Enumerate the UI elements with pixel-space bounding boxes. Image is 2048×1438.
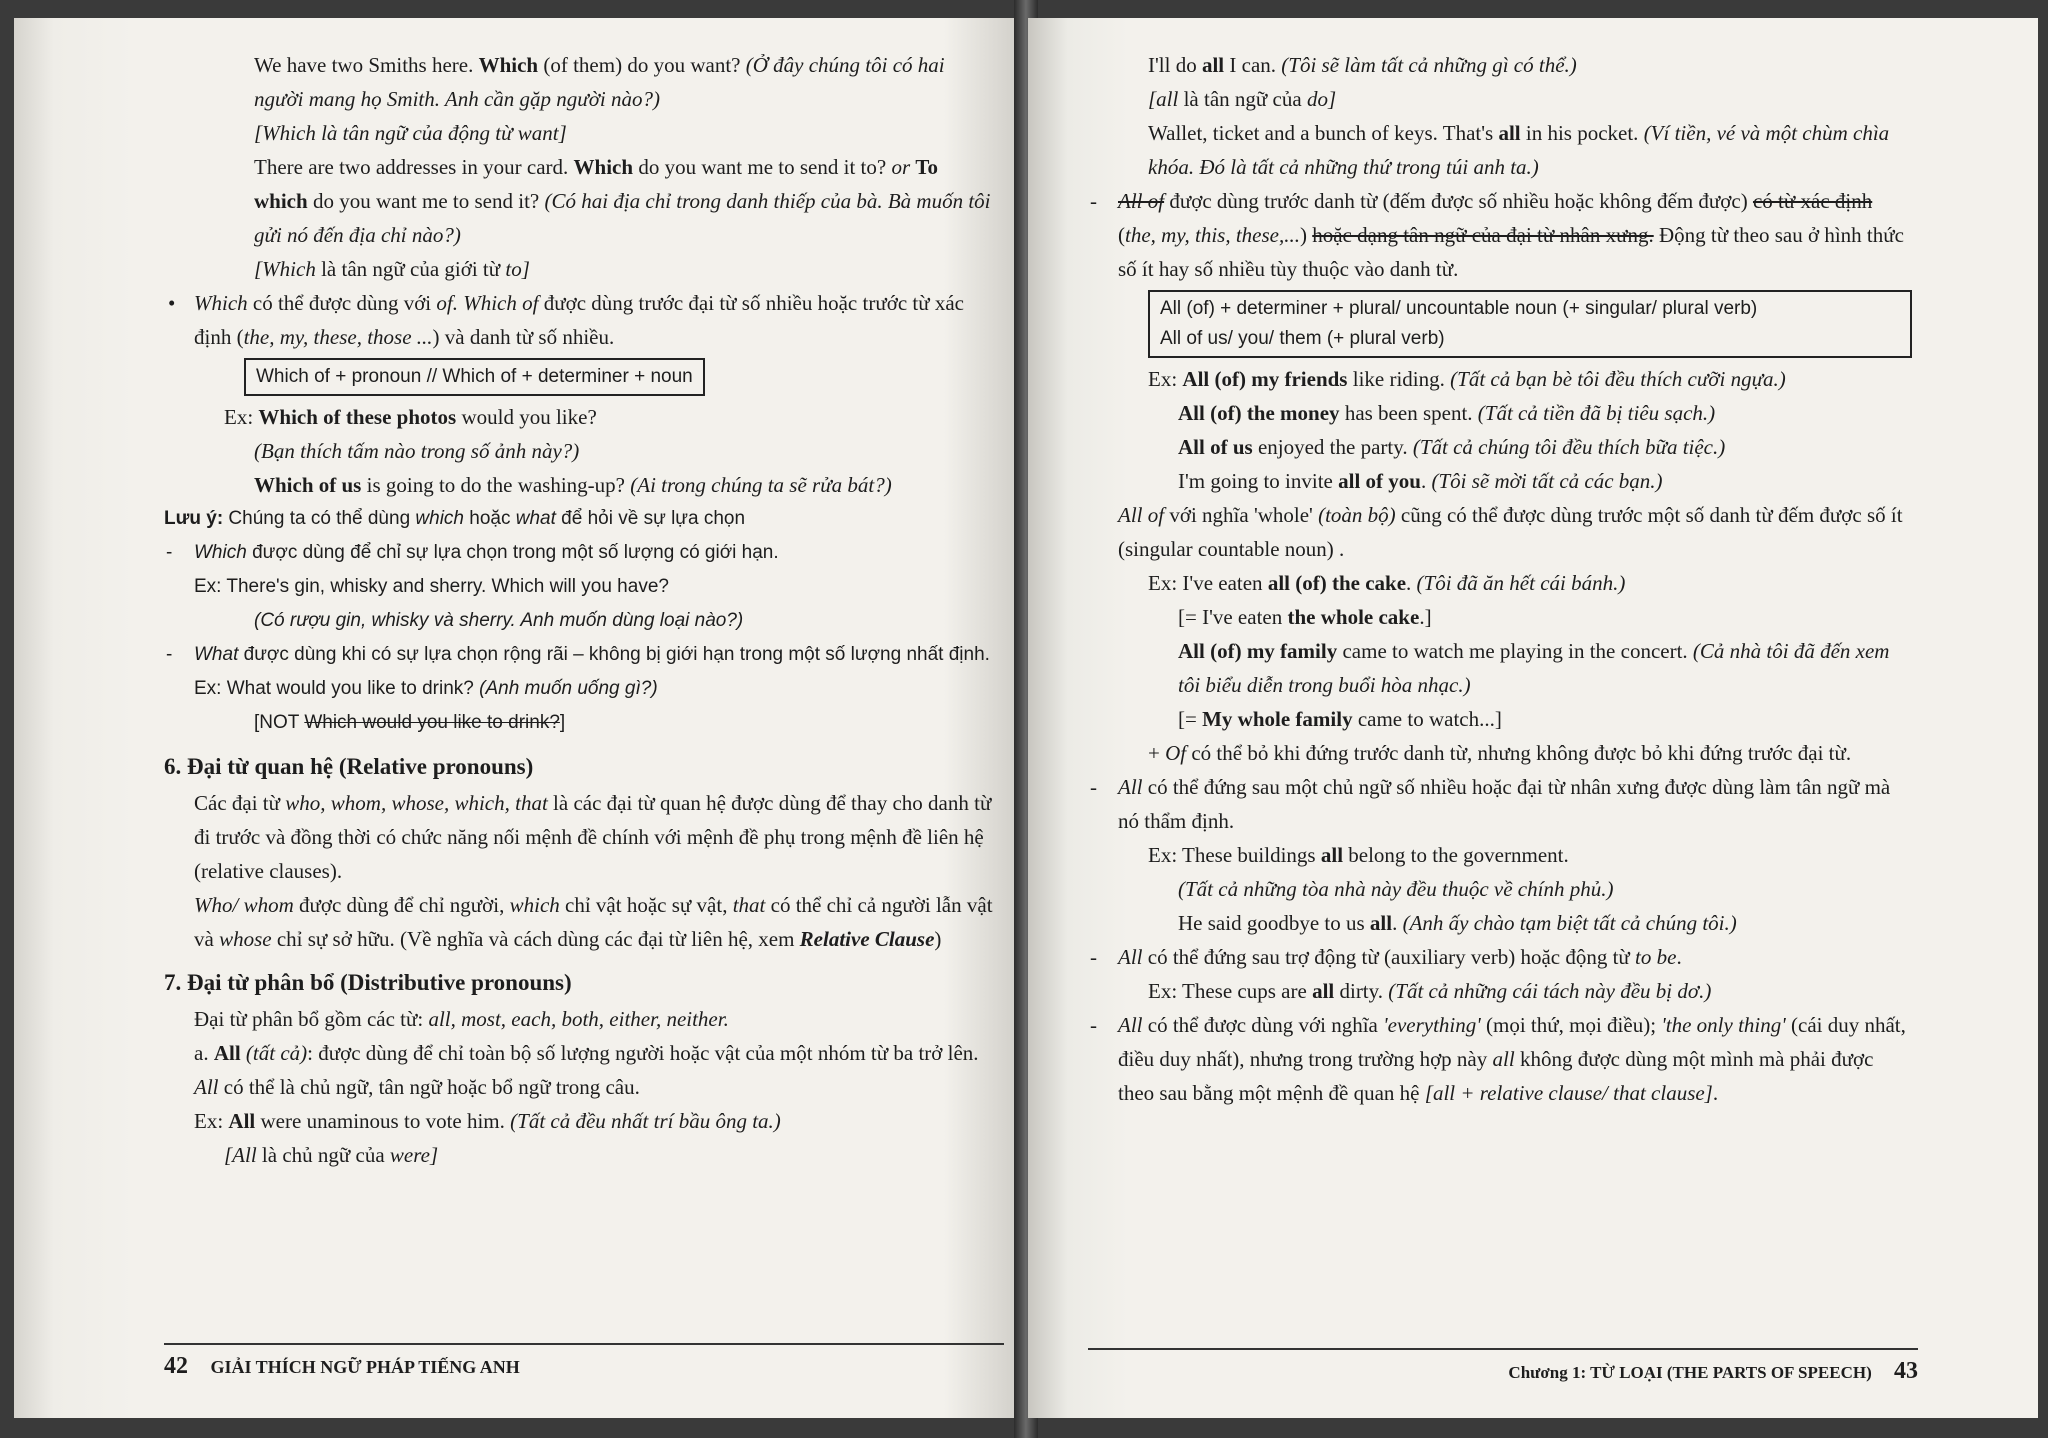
text-line: There are two addresses in your card. Which do you want me to send it to? or To which do you want me to send it? (Có hai địa chỉ trong danh thiếp của bà. Bà muốn tôi gửi nó đến địa chỉ nào?): [254, 155, 991, 247]
left-footer: [164, 1343, 1004, 1380]
text-line: All of với nghĩa 'whole' (toàn bộ) cũng có thể được dùng trước một số danh từ đếm được số ít (singular countable noun) .: [1118, 503, 1903, 561]
left-page-number: 42: [164, 1353, 188, 1379]
text-line: Lưu ý: Chúng ta có thể dùng which hoặc what để hỏi về sự lựa chọn: [164, 508, 746, 529]
text-line: [= I've eaten the whole cake.]: [1178, 605, 1432, 629]
text-line: [Which là tân ngữ của động từ want]: [254, 121, 567, 145]
text-line: (Bạn thích tấm nào trong số ảnh này?): [254, 439, 580, 463]
text-line: - Which được dùng để chỉ sự lựa chọn trong một số lượng có giới hạn.: [164, 536, 994, 570]
text-line: - All of được dùng trước danh từ (đếm được số nhiều hoặc không đếm được) có từ xác định (the, my, this, these,...) hoặc dạng tân ngữ của đại từ nhân xưng. Động từ theo sau ở hình thức số ít hay số nhiều tùy thuộc vào danh từ.: [1118, 184, 1908, 286]
all-of-formula-box: [1148, 290, 1912, 358]
text-line: • Which có thể được dùng với of. Which of được dùng trước đại từ số nhiều hoặc trước từ xác định (the, my, these, those ...) và danh từ số nhiều.: [164, 286, 994, 354]
left-lines-1: [164, 48, 994, 354]
text-line: Ex: There's gin, whisky and sherry. Which will you have?: [194, 576, 669, 597]
text-line: Ex: These cups are all dirty. (Tất cả những cái tách này đều bị dơ.): [1148, 979, 1712, 1003]
right-page: [1028, 18, 2038, 1418]
text-line: Ex: All were unaminous to vote him. (Tất cả đều nhất trí bầu ông ta.): [194, 1109, 781, 1133]
text-line: [= My whole family came to watch...]: [1178, 707, 1502, 731]
text-line: We have two Smiths here. Which (of them) do you want? (Ở đây chúng tôi có hai người mang họ Smith. Anh cần gặp người nào?): [254, 53, 945, 111]
left-lines-4: [164, 1002, 994, 1172]
text-line: I'm going to invite all of you. (Tôi sẽ mời tất cả các bạn.): [1178, 469, 1663, 493]
all-of-formula-line-2: All of us/ you/ them (+ plural verb): [1160, 328, 1445, 349]
text-line: [all là tân ngữ của do]: [1148, 87, 1337, 111]
text-line: Ex: All (of) my friends like riding. (Tất cả bạn bè tôi đều thích cưỡi ngựa.): [1148, 367, 1786, 391]
text-line: Ex: These buildings all belong to the government.: [1148, 843, 1569, 867]
which-of-formula-box: Which of + pronoun // Which of + determiner + noun: [244, 358, 705, 396]
text-line: - All có thể đứng sau một chủ ngữ số nhiều hoặc đại từ nhân xưng được dùng làm tân ngữ mà nó thẩm định.: [1118, 770, 1908, 838]
text-line: Wallet, ticket and a bunch of keys. That's all in his pocket. (Ví tiền, vé và một chùm chìa khóa. Đó là tất cả những thứ trong túi anh ta.): [1148, 121, 1890, 179]
text-line: [NOT Which would you like to drink?]: [254, 712, 566, 733]
text-line: Which of us is going to do the washing-up? (Ai trong chúng ta sẽ rửa bát?): [254, 473, 892, 497]
text-line: (Có rượu gin, whisky và sherry. Anh muốn dùng loại nào?): [254, 610, 744, 631]
text-line: Ex: What would you like to drink? (Anh muốn uống gì?): [194, 678, 658, 699]
text-line: + Of có thể bỏ khi đứng trước danh từ, nhưng không được bỏ khi đứng trước đại từ.: [1148, 741, 1852, 765]
text-line: (Tất cả những tòa nhà này đều thuộc về chính phủ.): [1178, 877, 1614, 901]
text-line: Ex: Which of these photos would you like?: [224, 405, 597, 429]
text-line: All (of) my family came to watch me playing in the concert. (Cả nhà tôi đã đến xem tôi biểu diễn trong buổi hòa nhạc.): [1178, 639, 1890, 697]
heading-relative-pronouns: 6. Đại từ quan hệ (Relative pronouns): [164, 754, 534, 779]
all-of-formula-line-1: All (of) + determiner + plural/ uncountable noun (+ singular/ plural verb): [1160, 298, 1758, 319]
right-footer-title: Chương 1: TỪ LOẠI (THE PARTS OF SPEECH): [1508, 1363, 1872, 1382]
text-line: - All có thể đứng sau trợ động từ (auxiliary verb) hoặc động từ to be.: [1118, 940, 1908, 974]
left-lines-2: [164, 400, 994, 740]
left-footer-title: GIẢI THÍCH NGỮ PHÁP TIẾNG ANH: [210, 1357, 520, 1377]
right-lines-1: [1088, 48, 1908, 286]
text-line: All (of) the money has been spent. (Tất cả tiền đã bị tiêu sạch.): [1178, 401, 1716, 425]
text-line: He said goodbye to us all. (Anh ấy chào tạm biệt tất cả chúng tôi.): [1178, 911, 1737, 935]
text-line: Các đại từ who, whom, whose, which, that là các đại từ quan hệ được dùng để thay cho danh từ đi trước và đồng thời có chức năng nối mệnh đề chính với mệnh đề phụ trong mệnh đề liên hệ (relative clauses).: [194, 791, 992, 883]
text-line: Who/ whom được dùng để chỉ người, which chỉ vật hoặc sự vật, that có thể chỉ cả người lẫn vật và whose chỉ sự sở hữu. (Về nghĩa và cách dùng các đại từ liên hệ, xem Relative Clause): [194, 893, 993, 951]
text-line: I'll do all I can. (Tôi sẽ làm tất cả những gì có thể.): [1148, 53, 1577, 77]
left-lines-3: [164, 786, 994, 956]
text-line: Đại từ phân bổ gồm các từ: all, most, each, both, either, neither.: [194, 1007, 729, 1031]
text-line: a. All (tất cả): được dùng để chỉ toàn bộ số lượng người hoặc vật của một nhóm từ ba trở lên. All có thể là chủ ngữ, tân ngữ hoặc bổ ngữ trong câu.: [194, 1041, 979, 1099]
text-line: - All có thể được dùng với nghĩa 'everything' (mọi thứ, mọi điều); 'the only thing' (cái duy nhất, điều duy nhất), nhưng trong trường hợp này all không được dùng một mình mà phải được theo sau bằng một mệnh đề quan hệ [all + relative clause/ that clause].: [1118, 1008, 1908, 1110]
text-line: [Which là tân ngữ của giới từ to]: [254, 257, 530, 281]
text-line: [All là chủ ngữ của were]: [224, 1143, 439, 1167]
right-lines-2: [1088, 362, 1908, 1110]
text-line: All of us enjoyed the party. (Tất cả chúng tôi đều thích bữa tiệc.): [1178, 435, 1726, 459]
heading-distributive-pronouns: 7. Đại từ phân bổ (Distributive pronouns): [164, 970, 572, 995]
text-line: Ex: I've eaten all (of) the cake. (Tôi đã ăn hết cái bánh.): [1148, 571, 1626, 595]
right-footer: [1088, 1348, 1918, 1385]
left-page: [14, 18, 1024, 1418]
text-line: - What được dùng khi có sự lựa chọn rộng rãi – không bị giới hạn trong một số lượng nhất định.: [164, 638, 994, 672]
right-page-number: 43: [1894, 1358, 1918, 1384]
